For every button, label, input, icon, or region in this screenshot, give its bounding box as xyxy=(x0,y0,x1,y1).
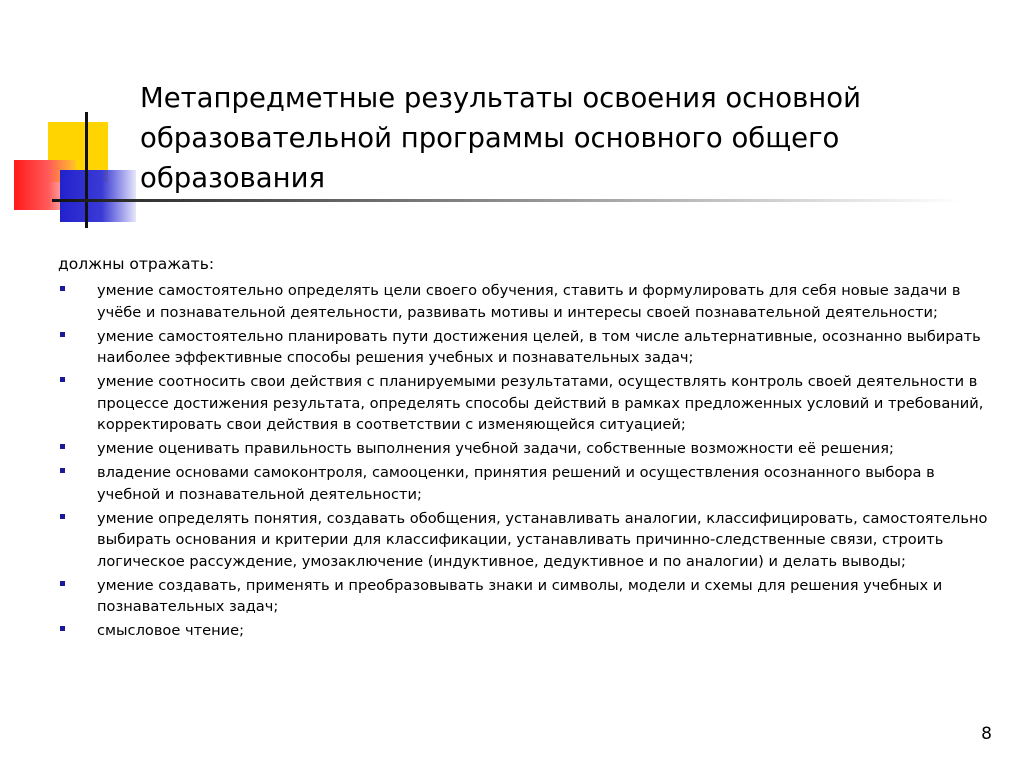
bullet-list xyxy=(58,280,988,642)
list-item xyxy=(58,508,988,573)
list-item-text: умение самостоятельно планировать пути достижения целей, в том числе альтернативные, осознанно выбирать наиболее эффективные способы решения учебных и познавательных задач; xyxy=(97,327,981,366)
list-item-text: умение самостоятельно определять цели своего обучения, ставить и формулировать для себя новые задачи в учёбе и познавательной деятельности, развивать мотивы и интересы своей познавательной деятельности; xyxy=(97,282,961,321)
bullet-icon xyxy=(60,377,65,382)
list-item-text: умение определять понятия, создавать обобщения, устанавливать аналогии, классифицировать, самостоятельно выбирать основания и критерии для классификации, устанавливать причинно-следственные связи, строить логическое рассуждение, умозаключение (индуктивное, дедуктивное и по аналогии) и делать выводы; xyxy=(97,509,988,570)
list-item xyxy=(58,462,988,505)
list-item xyxy=(58,575,988,618)
list-item-text: смысловое чтение; xyxy=(97,622,245,639)
list-item xyxy=(58,620,988,642)
decorative-logo xyxy=(0,0,150,240)
list-item xyxy=(58,326,988,369)
slide-title: Метапредметные результаты освоения основной образовательной программы основного общего образования xyxy=(140,82,861,195)
bullet-icon xyxy=(60,581,65,586)
title-divider xyxy=(52,199,962,202)
list-item-text: умение создавать, применять и преобразовывать знаки и символы, модели и схемы для решения учебных и познавательных задач; xyxy=(97,576,943,615)
list-item xyxy=(58,371,988,436)
page-number: 8 xyxy=(981,724,992,744)
bullet-icon xyxy=(60,444,65,449)
intro-text: должны отражать: xyxy=(58,255,215,273)
vertical-line xyxy=(85,112,88,228)
bullet-icon xyxy=(60,626,65,631)
blue-square xyxy=(60,170,136,222)
bullet-icon xyxy=(60,286,65,291)
list-item xyxy=(58,280,988,323)
slide-content xyxy=(58,252,988,644)
list-item xyxy=(58,438,988,460)
list-item-text: умение оценивать правильность выполнения учебной задачи, собственные возможности её решения; xyxy=(97,440,894,457)
list-item-text: владение основами самоконтроля, самооценки, принятия решений и осуществления осознанного выбора в учебной и познавательной деятельности; xyxy=(97,464,935,503)
list-item-text: умение соотносить свои действия с планируемыми результатами, осуществлять контроль своей деятельности в процессе достижения результата, определять способы действий в рамках предложенных условий и требований, корректировать свои действия в соответствии с изменяющейся ситуацией; xyxy=(97,373,984,433)
bullet-icon xyxy=(60,468,65,473)
bullet-icon xyxy=(60,332,65,337)
bullet-icon xyxy=(60,514,65,519)
